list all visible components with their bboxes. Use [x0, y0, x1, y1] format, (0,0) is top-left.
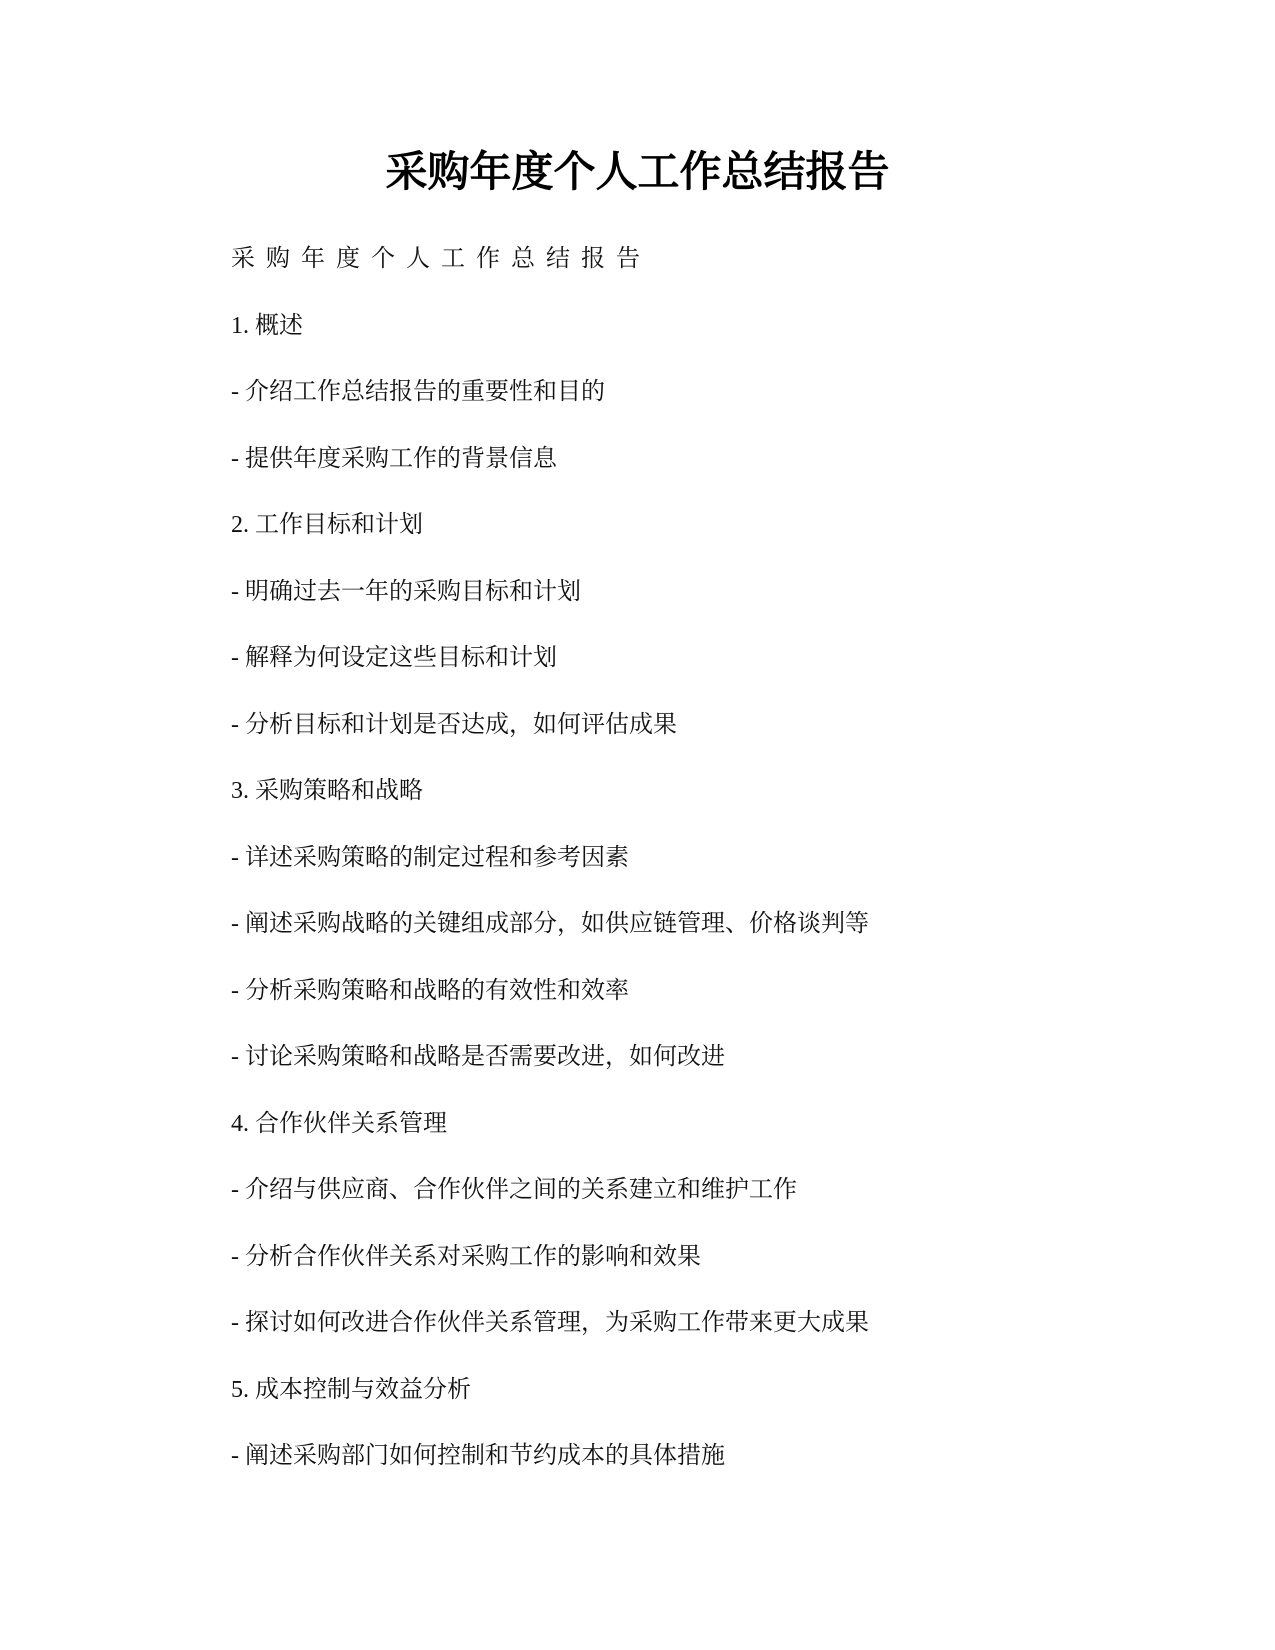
bullet-line: - 探讨如何改进合作伙伴关系管理，为采购工作带来更大成果	[231, 1310, 869, 1336]
bullet-line: - 讨论采购策略和战略是否需要改进，如何改进	[231, 1044, 725, 1070]
bullet-line: - 明确过去一年的采购目标和计划	[231, 578, 581, 605]
document-body	[231, 244, 1191, 1508]
document-title: 采购年度个人工作总结报告	[385, 147, 890, 196]
section-heading-strategy: 3. 采购策略和战略	[231, 778, 423, 804]
section-heading-overview: 1. 概述	[231, 312, 303, 339]
bullet-line: - 提供年度采购工作的背景信息	[231, 445, 557, 472]
bullet-line: - 详述采购策略的制定过程和参考因素	[231, 844, 629, 871]
bullet-line: - 分析采购策略和战略的有效性和效率	[231, 977, 629, 1004]
bullet-line: - 分析目标和计划是否达成，如何评估成果	[231, 711, 677, 738]
section-heading-partners: 4. 合作伙伴关系管理	[231, 1110, 447, 1137]
bullet-line: - 阐述采购战略的关键组成部分，如供应链管理、价格谈判等	[231, 911, 869, 937]
section-heading-goals: 2. 工作目标和计划	[231, 512, 423, 538]
bullet-line: - 介绍与供应商、合作伙伴之间的关系建立和维护工作	[231, 1177, 797, 1203]
section-heading-cost: 5. 成本控制与效益分析	[231, 1376, 471, 1403]
bullet-line: - 解释为何设定这些目标和计划	[231, 645, 557, 671]
bullet-line: - 介绍工作总结报告的重要性和目的	[231, 379, 605, 405]
bullet-line: - 阐述采购部门如何控制和节约成本的具体措施	[231, 1443, 725, 1469]
subtitle-line: 采购年度个人工作总结报告	[231, 246, 651, 272]
bullet-line: - 分析合作伙伴关系对采购工作的影响和效果	[231, 1243, 701, 1270]
